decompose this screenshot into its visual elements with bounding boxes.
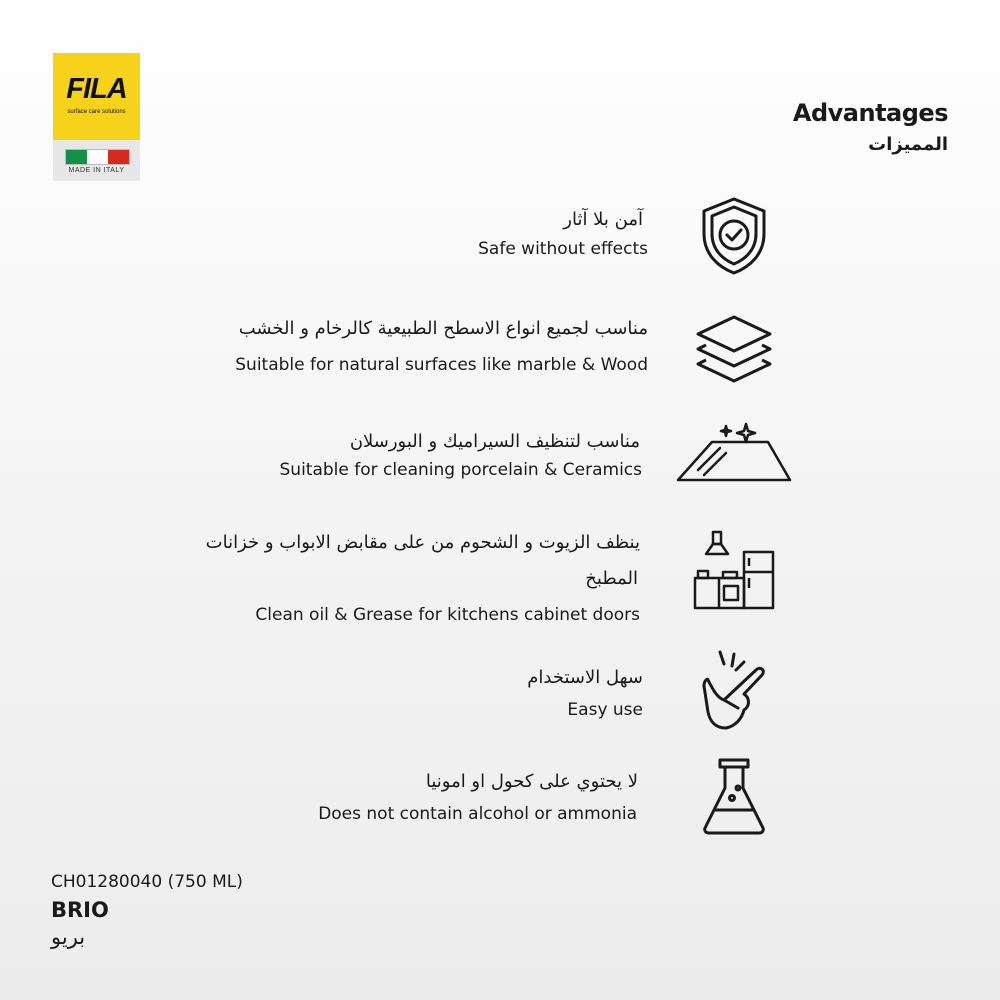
italy-flag-icon: [65, 149, 130, 165]
flask-icon: [702, 758, 766, 836]
feature-1-en: Safe without effects: [478, 239, 648, 259]
feature-2-en: Suitable for natural surfaces like marble & Wood: [235, 355, 648, 375]
layers-icon: [694, 312, 774, 392]
feature-3-en: Suitable for cleaning porcelain & Ceramics: [279, 460, 642, 480]
product-code: CH01280040 (750 ML): [51, 872, 243, 892]
kitchen-icon: [692, 528, 776, 612]
fila-logo: [53, 53, 140, 181]
feature-4-en: Clean oil & Grease for kitchens cabinet doors: [255, 605, 640, 625]
snap-hand-icon: [698, 650, 772, 732]
made-in-label: MADE IN ITALY: [68, 167, 125, 174]
feature-5-ar: سهل الاستخدام: [527, 667, 643, 688]
feature-2-ar: مناسب لجميع انواع الاسطح الطبيعية كالرخام و الخشب: [238, 318, 648, 339]
logo-mark: FILA: [66, 73, 127, 105]
feature-4-ar-line2: المطبخ: [585, 568, 638, 589]
feature-6-ar: لا يحتوي على كحول او امونيا: [425, 771, 638, 792]
feature-1-ar: آمن بلا آثار: [563, 209, 643, 230]
product-name-ar: بريو: [51, 925, 86, 949]
product-name: BRIO: [51, 898, 109, 922]
feature-3-ar: مناسب لتنظيف السيراميك و البورسلان: [349, 431, 640, 452]
feature-5-en: Easy use: [567, 700, 643, 720]
logo-origin-block: [53, 140, 140, 181]
sparkle-surface-icon: [676, 420, 792, 484]
shield-check-icon: [700, 196, 768, 276]
logo-yellow-block: [53, 53, 140, 140]
feature-4-ar: ينظف الزيوت و الشحوم من على مقابض الابواب و خزانات: [205, 532, 640, 553]
advantages-title-ar: المميزات: [868, 134, 948, 155]
feature-6-en: Does not contain alcohol or ammonia: [318, 804, 637, 824]
logo-tagline: surface care solutions: [67, 109, 126, 115]
advantages-title: Advantages: [792, 99, 948, 127]
